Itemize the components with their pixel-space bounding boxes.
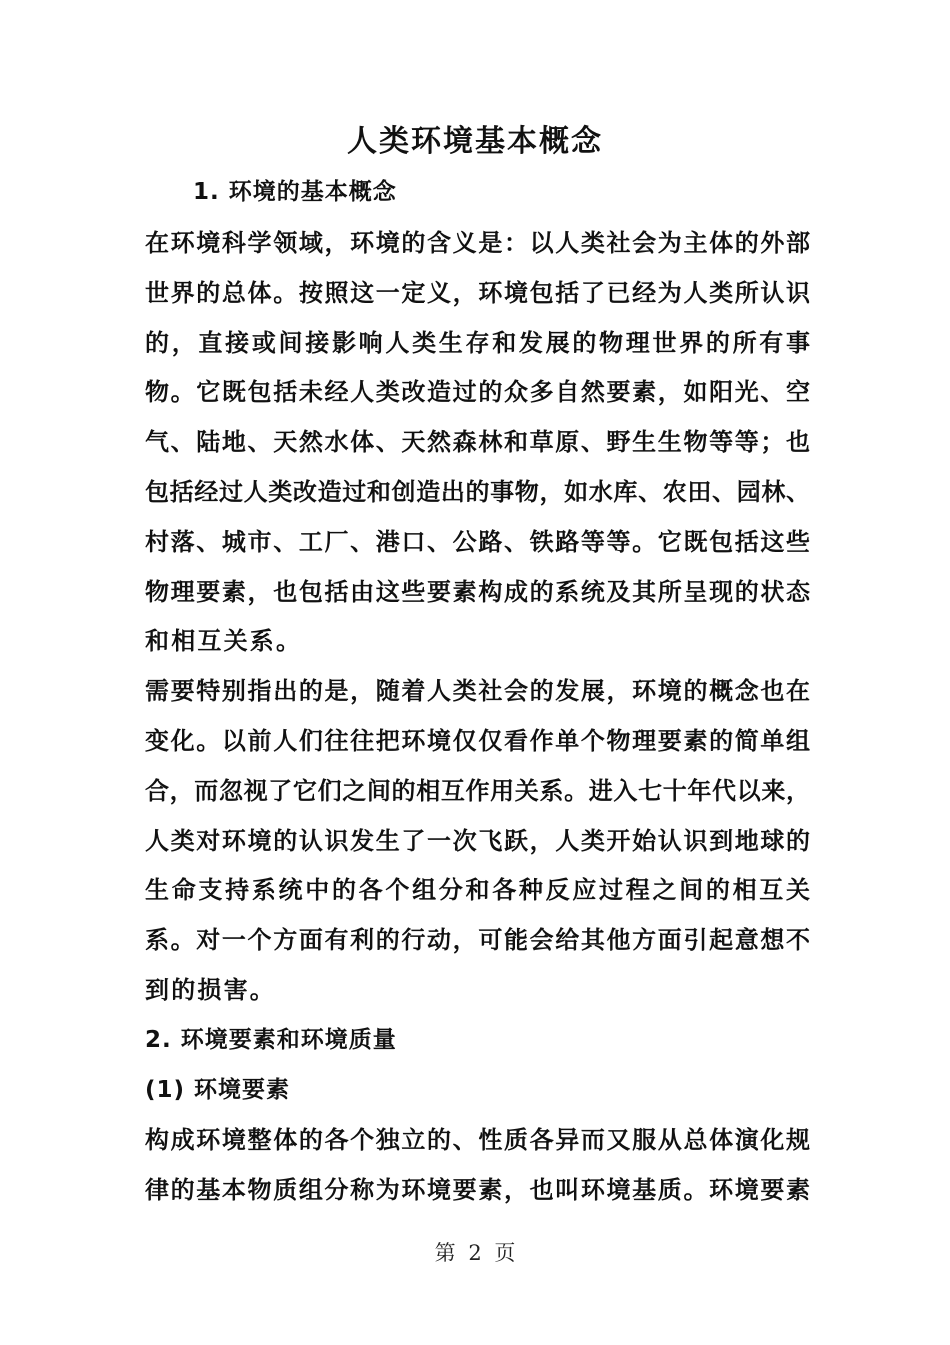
- paragraph-line: 包括经过人类改造过和创造出的事物，如水库、农田、园林、: [145, 478, 810, 506]
- paragraph-line: 和相互关系。: [145, 627, 303, 655]
- paragraph-line: 变化。以前人们往往把环境仅仅看作单个物理要素的简单组: [145, 727, 810, 755]
- paragraph-line: 气、陆地、天然水体、天然森林和草原、野生生物等等；也: [145, 428, 810, 456]
- page-number: 第 2 页: [434, 1241, 516, 1265]
- paragraph-line: 村落、城市、工厂、港口、公路、铁路等等。它既包括这些: [145, 528, 810, 556]
- paragraph-line: 到的损害。: [145, 976, 276, 1004]
- page-title: 人类环境基本概念: [347, 124, 603, 159]
- paragraph-line: 物。它既包括未经人类改造过的众多自然要素，如阳光、空: [145, 378, 810, 406]
- paragraph-line: 的，直接或间接影响人类生存和发展的物理世界的所有事: [145, 329, 810, 357]
- paragraph-line: 系。对一个方面有利的行动，可能会给其他方面引起意想不: [145, 926, 810, 954]
- section-heading-2: 2. 环境要素和环境质量: [145, 1027, 397, 1053]
- subsection-heading: (1) 环境要素: [145, 1077, 291, 1103]
- paragraph-line: 世界的总体。按照这一定义，环境包括了已经为人类所认识: [145, 279, 810, 307]
- paragraph-line: 人类对环境的认识发生了一次飞跃，人类开始认识到地球的: [145, 827, 810, 855]
- section-heading-1: 1. 环境的基本概念: [193, 179, 397, 205]
- paragraph-line: 物理要素，也包括由这些要素构成的系统及其所呈现的状态: [145, 578, 810, 606]
- paragraph-line: 构成环境整体的各个独立的、性质各异而又服从总体演化规: [145, 1126, 810, 1154]
- paragraph-line: 合，而忽视了它们之间的相互作用关系。进入七十年代以来，: [145, 777, 810, 805]
- paragraph-line: 律的基本物质组分称为环境要素，也叫环境基质。环境要素: [145, 1176, 810, 1204]
- paragraph-line: 生命支持系统中的各个组分和各种反应过程之间的相互关: [145, 876, 810, 904]
- paragraph-line: 需要特别指出的是，随着人类社会的发展，环境的概念也在: [145, 677, 810, 705]
- paragraph-line: 在环境科学领域，环境的含义是：以人类社会为主体的外部: [145, 229, 810, 257]
